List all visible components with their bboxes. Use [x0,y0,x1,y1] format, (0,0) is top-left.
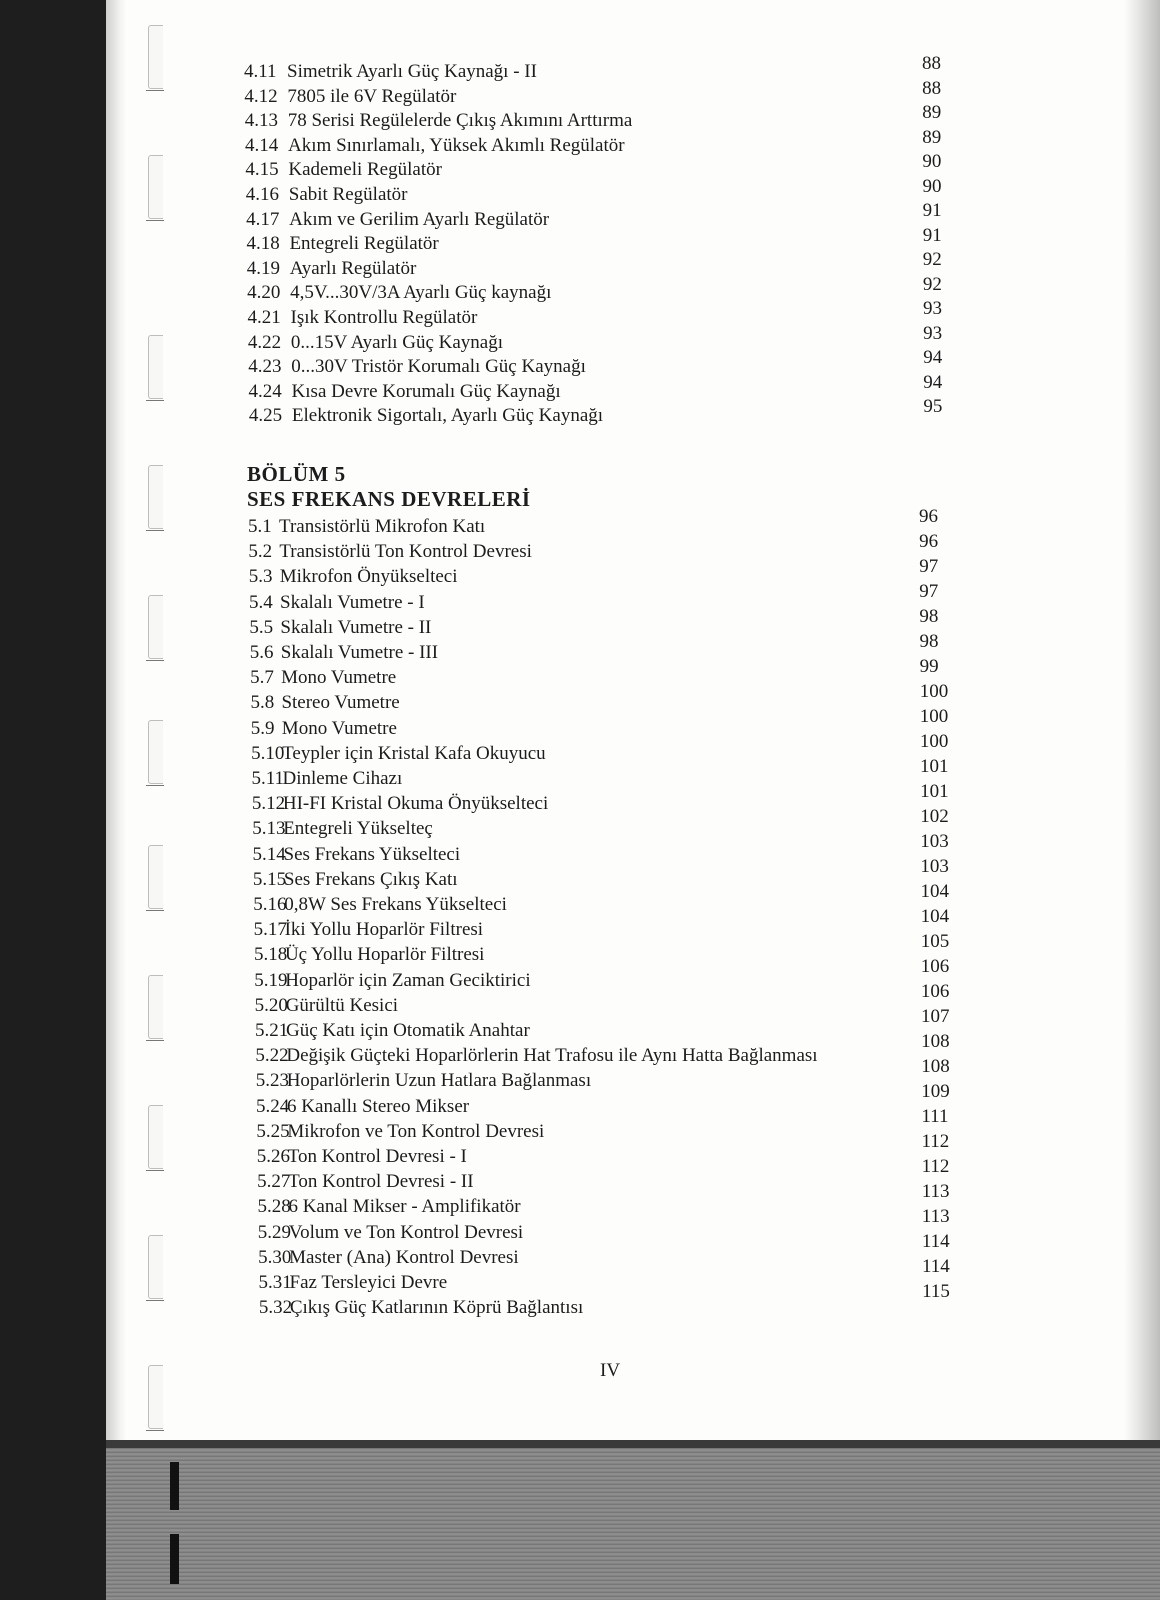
toc-entry-page: 104 [920,906,950,927]
toc-entry-page: 113 [921,1181,950,1202]
toc-entry-number: 5.18 [253,944,288,966]
toc-entry-title: Skalalı Vumetre - II [280,616,432,638]
toc-entry-page: 105 [920,931,950,952]
toc-entry-page: 98 [919,606,939,627]
toc-entry-number: 5.4 [249,591,273,613]
toc-entry-page: 89 [922,102,942,123]
toc-entry-title: 7805 ile 6V Regülatör [287,85,457,107]
toc-entry-number: 5.22 [255,1045,289,1067]
toc-entry-page: 106 [920,956,950,977]
toc-entry-number: 5.32 [258,1297,293,1319]
toc-entry-page: 93 [923,322,943,344]
toc-entry-number: 5.19 [254,969,288,991]
toc-entry-number: 4.12 [244,85,278,107]
toc-entry-title: Skalalı Vumetre - III [280,642,439,663]
toc-entry-page: 108 [921,1056,950,1077]
toc-entry-number: 5.16 [253,894,287,915]
chapter-5-label: BÖLÜM 5 [247,462,346,486]
toc-entry-title: Ses Frekans Çıkış Katı [283,868,458,890]
toc-entry-title: Teypler için Kristal Kafa Okuyucu [282,742,546,764]
toc-entry-page: 88 [922,53,941,74]
toc-entry-number: 5.8 [250,692,275,714]
toc-entry-page: 101 [920,781,949,802]
toc-entry-title: Kısa Devre Korumalı Güç Kaynağı [291,380,561,402]
toc-entry-page: 100 [919,731,949,752]
toc-entry-number: 5.10 [251,742,285,764]
toc-entry-page: 106 [920,981,950,1002]
toc-entry-number: 4.15 [245,159,279,181]
toc-entry-title: Işık Kontrollu Regülatör [290,307,478,328]
toc-entry-page: 94 [923,371,943,393]
toc-entry-title: Hoparlör için Zaman Geciktirici [285,969,531,991]
toc-entry-number: 4.20 [247,282,281,304]
toc-entry-number: 4.11 [244,61,277,82]
toc-entry-number: 5.11 [251,768,285,789]
toc-entry-number: 4.16 [245,184,279,205]
toc-entry-page: 115 [922,1281,950,1302]
toc-entry-title: Akım ve Gerilim Ayarlı Regülatör [289,208,550,230]
toc-entry-number: 5.20 [254,994,288,1016]
toc-entry-title: Değişik Güçteki Hoparlörlerin Hat Trafosu ile Aynı Hatta Bağlanması [286,1045,818,1067]
toc-entry-number: 5.15 [252,868,287,890]
toc-entry-title: Transistörlü Mikrofon Katı [279,516,486,537]
toc-entry-page: 90 [922,151,942,172]
toc-entry-title: Transistörlü Ton Kontrol Devresi [279,541,532,563]
toc-entry-title: Entegreli Yükselteç [283,818,433,840]
toc-entry-title: Entegreli Regülatör [289,233,439,255]
toc-entry-title: Kademeli Regülatör [288,159,442,181]
toc-entry-number: 4.13 [244,110,278,132]
toc-entry-page: 92 [922,273,942,295]
toc-entry-page: 109 [921,1081,950,1102]
toc-entry-number: 5.23 [255,1070,289,1092]
toc-entry-page: 108 [921,1031,950,1052]
toc-entry-title: Sabit Regülatör [288,184,408,205]
toc-entry-number: 5.17 [253,919,287,941]
toc-entry-number: 5.3 [248,566,273,588]
toc-entry-page: 88 [922,77,942,99]
toc-entry-title: Üç Yollu Hoparlör Filtresi [284,944,485,966]
toc-entry-page: 89 [922,126,942,148]
toc-entry-page: 90 [922,175,942,197]
toc-entry-number: 5.27 [257,1171,291,1193]
toc-entry-page: 94 [923,347,943,368]
toc-entry-page: 107 [921,1006,950,1027]
toc-entry-page: 112 [921,1156,950,1177]
toc-entry-number: 4.25 [248,405,283,427]
toc-entry-number: 4.22 [247,331,282,353]
toc-entry-page: 100 [919,706,949,727]
toc-entry-title: 4,5V...30V/3A Ayarlı Güç kaynağı [290,282,552,304]
toc-entry-page: 93 [923,298,942,319]
toc-entry-title: Master (Ana) Kontrol Devresi [289,1246,519,1268]
toc-entry-number: 5.12 [251,793,286,815]
toc-entry-title: Mikrofon Önyükselteci [279,566,458,588]
toc-entry-page: 102 [920,806,949,827]
toc-entry-number: 5.30 [258,1246,292,1268]
toc-entry-number: 5.6 [249,642,274,663]
toc-entry-page: 91 [922,200,942,221]
toc-entry-number: 5.26 [256,1146,290,1167]
toc-entry-title: Elektronik Sigortalı, Ayarlı Güç Kaynağı [291,405,604,427]
toc-entry-page: 92 [922,249,942,270]
toc-entry-title: 0...30V Tristör Korumalı Güç Kaynağı [291,356,586,378]
toc-entry-title: Simetrik Ayarlı Güç Kaynağı - II [287,61,537,82]
toc-entry-number: 5.21 [255,1020,289,1041]
toc-entry-title: Çıkış Güç Katlarının Köprü Bağlantısı [289,1297,584,1319]
toc-entry-page: 95 [923,396,943,417]
toc-entry-title: Mono Vumetre [281,717,397,739]
toc-entry-number: 4.19 [246,257,281,279]
toc-entry-number: 4.24 [248,380,282,402]
toc-entry-title: 78 Serisi Regülelerde Çıkış Akımını Arttırma [287,110,633,132]
toc-entry-number: 5.24 [256,1095,290,1117]
toc-entry-title: Skalalı Vumetre - I [280,591,425,613]
toc-entry-title: Dinleme Cihazı [282,768,403,789]
toc-entry-title: Mono Vumetre [281,667,397,689]
toc-entry-page: 91 [922,224,942,246]
toc-entry-title: Gürültü Kesici [285,994,399,1016]
toc-entry-title: 6 Kanallı Stereo Mikser [287,1095,470,1117]
toc-entry-page: 100 [919,681,949,702]
toc-entry-title: Stereo Vumetre [281,692,400,714]
chapter-5-title: SES FREKANS DEVRELERİ [247,487,531,511]
toc-entry-number: 5.28 [257,1196,291,1218]
toc-entry-title: Volum ve Ton Kontrol Devresi [288,1221,524,1243]
toc-entry-title: Ayarlı Regülatör [289,257,417,279]
toc-entry-page: 101 [920,756,949,777]
toc-entry-number: 5.25 [256,1120,290,1142]
toc-entry-page: 112 [921,1131,950,1152]
toc-entry-title: İki Yollu Hoparlör Filtresi [284,919,484,941]
toc-entry-title: Güç Katı için Otomatik Anahtar [286,1020,530,1041]
toc-entry-page: 96 [919,506,938,527]
toc-entry-number: 5.1 [248,516,272,537]
toc-entry-number: 5.9 [250,717,275,739]
toc-entry-number: 5.14 [252,843,286,865]
page-folio: IV [600,1360,621,1381]
toc-entry-title: 0...15V Ayarlı Güç Kaynağı [290,331,503,353]
toc-entry-page: 114 [922,1256,950,1277]
toc-entry-number: 5.5 [249,616,274,638]
toc-entry-page: 103 [920,831,949,852]
toc-entry-page: 97 [919,581,939,602]
toc-entry-title: Ton Kontrol Devresi - II [288,1171,474,1193]
toc-entry-number: 5.13 [252,818,286,840]
toc-entry-page: 99 [919,656,939,677]
toc-entry-title: Mikrofon ve Ton Kontrol Devresi [287,1120,545,1142]
toc-entry-page: 96 [919,531,939,552]
toc-entry-page: 98 [919,631,939,652]
toc-entry-page: 114 [921,1231,950,1252]
toc-entry-title: 6 Kanal Mikser - Amplifikatör [288,1196,521,1218]
toc-entry-page: 103 [920,856,949,877]
toc-entry-number: 4.18 [246,233,280,255]
toc-entry-page: 111 [921,1106,949,1127]
toc-entry-number: 4.14 [245,134,279,156]
toc-entry-title: Hoparlörlerin Uzun Hatlara Bağlanması [286,1070,592,1092]
toc-entry-page: 113 [921,1206,950,1227]
toc-entry-title: 0,8W Ses Frekans Yükselteci [284,894,507,915]
toc-entry-title: Ton Kontrol Devresi - I [287,1146,467,1167]
toc-entry-title: Ses Frekans Yükselteci [283,843,461,865]
toc-entry-number: 4.23 [248,356,282,378]
toc-entry-page: 97 [919,556,939,577]
toc-entry-title: HI-FI Kristal Okuma Önyükselteci [282,793,549,815]
toc-entry-number: 4.17 [246,208,280,230]
toc-entry-number: 5.29 [257,1221,292,1243]
toc-entry-title: Faz Tersleyici Devre [289,1272,448,1293]
toc-entry-number: 4.21 [247,307,281,328]
toc-entry-number: 5.2 [248,541,273,563]
toc-entry-page: 104 [920,881,949,902]
toc-entry-number: 5.31 [258,1272,292,1293]
toc-entry-number: 5.7 [250,667,274,689]
toc-entry-title: Akım Sınırlamalı, Yüksek Akımlı Regülatör [288,134,625,156]
